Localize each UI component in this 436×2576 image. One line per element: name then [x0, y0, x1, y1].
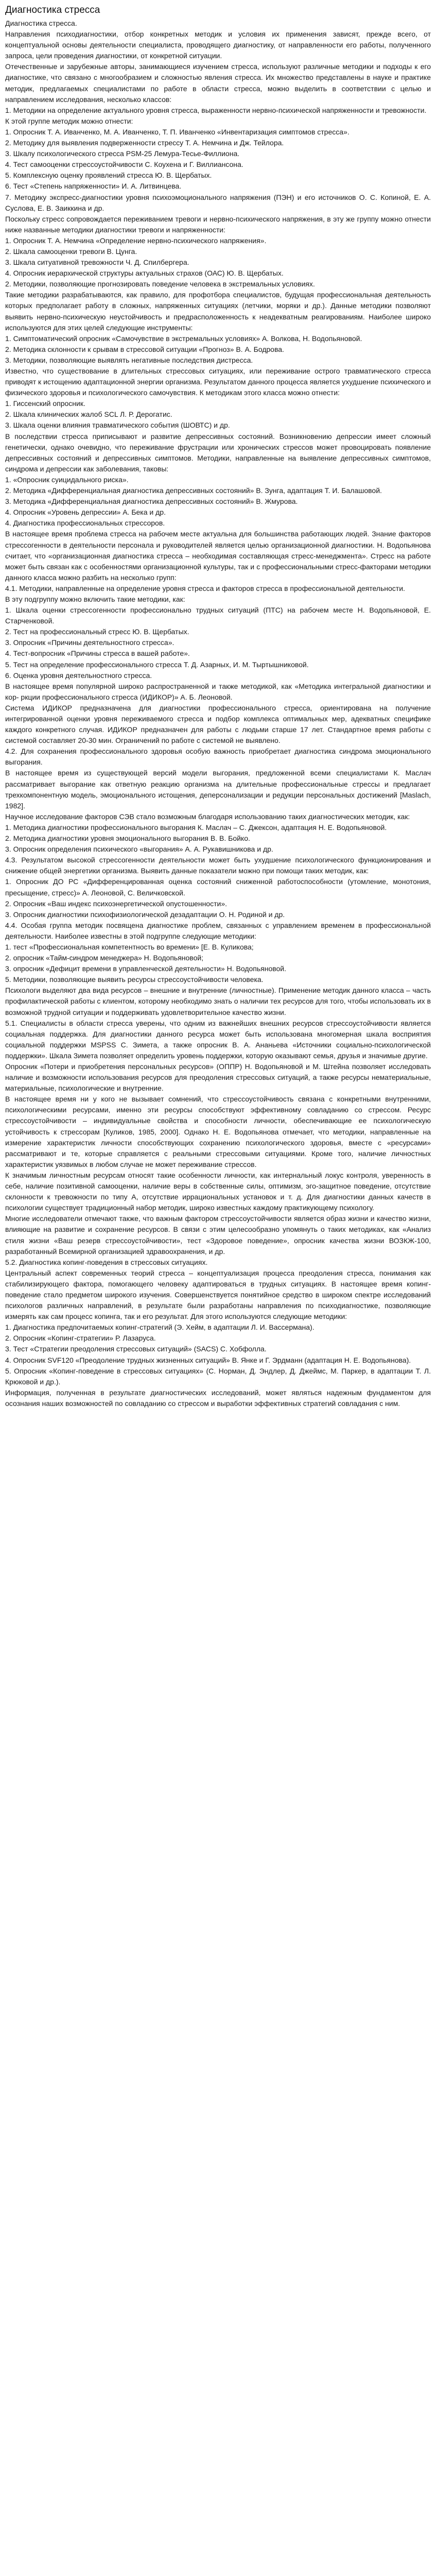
paragraph: Система ИДИКОР предназначена для диагностики профессионального стресса, ориентирована на получение интегрированной оценки уровня переживаемого стресса и подбор комплекса оптимальных мер, адекватных специфике каждого конкретного случая. ИДИКОР предназначен для работы с людьми старше 17 лет. Стандартное время работы с системой составляет 20-30 мин. Ограничений по работе с системой не выявлено.: [5, 703, 431, 745]
paragraph: 4. Тест-вопросник «Причины стресса в вашей работе».: [5, 649, 190, 658]
paragraph: 1. Симптоматический опросник «Самочувствие в экстремальных условиях» А. Волкова, Н. Водопьяновой.: [5, 334, 362, 343]
paragraph: 3. Шкала ситуативной тревожности Ч. Д. Спилбергера.: [5, 258, 189, 267]
paragraph: В настоящее время проблема стресса на рабочем месте актуальна для большинства работающих людей. Знание факторов стрессогенности в деятельности персонала и руководителей является целью организационной диагностики. Н. Водопьянова считает, что «организационная диагностика стресса – необходимая составляющая стресс-менеджмента». Стресс на работе может быть связан как с особенностями организационной культуры, так и с профессиональными стресс-факторами методики данного класса можно разбить на несколько групп:: [5, 530, 431, 582]
paragraph: 5.1. Специалисты в области стресса уверены, что одним из важнейших внешних ресурсов стрессоустойчивости является социальная поддержка. Для диагностики данного ресурса может быть использована многомерная шкала восприятия социальной поддержки MSPSS С. Зимета, а также опросник В. А. Ананьева «Источники социально-психологической поддержки». Шкала Зимета позволяет определить уровень поддержки, которую оказывают семья, друзья и значимые другие.: [5, 1019, 431, 1060]
paragraph: 4.2. Для сохранения профессионального здоровья особую важность приобретает диагностика синдрома эмоционального выгорания.: [5, 747, 431, 767]
paragraph: 2. Шкала самооценки тревоги В. Цунга.: [5, 247, 137, 256]
paragraph: В настоящее время популярной широко распространенной и также методикой, как «Методика интегральной диагностики и кор- ркции профессионального стресса (ИДИКОР)» А. Б. Леоновой.: [5, 682, 431, 701]
paragraph: 3. Опросник определения психического «выгорания» А. А. Рукавишникова и др.: [5, 845, 273, 854]
paragraph: 5. Комплексную оценку проявлений стресса Ю. В. Щербатых.: [5, 171, 212, 180]
paragraph: Центральный аспект современных теорий стресса – концептуализация процесса преодоления стресса, понимания как стабилизирующего фактора, помогающего человеку адаптироваться в трудных ситуациях. В настоящее время копинг-поведение стало предметом широкого изучения. Совершенствуется понятийное средство в широком спектре исследований психологов различных направлений, в результате были разработаны направления по психодиагностике, позволяющие измерять как сам процесс копинга, так и его результат. Для этого используются следующие методики:: [5, 1268, 431, 1321]
paragraph: 2. Опросник «Копинг-стратегии» Р. Лазаруса.: [5, 1334, 156, 1343]
paragraph: 1. «Опросник суицидального риска».: [5, 475, 129, 484]
paragraph: 2. Тест на профессиональный стресс Ю. В. Щербатых.: [5, 628, 189, 636]
paragraph: Опросник «Потери и приобретения персональных ресурсов» (ОППР) Н. Водопьяновой и М. Штейна позволяет исследовать наличие и возможности использования ресурсов для преодоления стрессовых ситуаций, а также ресурсы нематериальные, материальные, психологические и внутренние.: [5, 1062, 431, 1093]
paragraph: Такие методики разрабатываются, как правило, для профотбора специалистов, будущая профессиональная деятельность которых предполагает работу в сложных, напряженных ситуациях (летчики, моряки и др.). Данные методики позволяют выявить нервно-психическую неустойчивость и предрасположенность к неадекватным реагированиям. Наиболее широко используются для этих целей следующие инструменты:: [5, 291, 431, 332]
paragraph: 3. Методика «Дифференциальная диагностика депрессивных состояний» В. Жмурова.: [5, 497, 298, 506]
paragraph: Многие исследователи отмечают также, что важным фактором стрессоустойчивости является образ жизни и качество жизни, влияющие на развитие и сохранение ресурсов. В связи с этим целесообразно упомянуть о таких методиках, как «Анализ стиля жизни «Ваш резерв стрессоустойчивости», тест «Здоровое поведение», опросник качества жизни ВОЗКЖ-100, разработанный Всемирной организацией здравоохранения, и др.: [5, 1214, 431, 1256]
paragraph: 3. Опросник «Причины деятельностного стресса».: [5, 638, 175, 647]
paragraph: 2. Методика диагностики уровня эмоционального выгорания В. В. Бойко.: [5, 834, 250, 843]
paragraph: 4. Тест самооценки стрессоустойчивости С. Коухена и Г. Виллиансона.: [5, 160, 243, 169]
paragraph: 4.1. Методики, направленные на определение уровня стресса и факторов стресса в профессиональной деятельности.: [5, 584, 405, 592]
page-title: Диагностика стресса: [5, 5, 100, 15]
paragraph: Научное исследование факторов СЭВ стало возможным благодаря использованию таких диагностических методик, как:: [5, 812, 410, 821]
paragraph: 3. опросник «Дефицит времени в управленческой деятельности» Н. Водопьяновой.: [5, 964, 287, 973]
paragraph: В настоящее время из существующей версий модели выгорания, предложенной всеми специалистами К. Маслач рассматривает выгорание как ответную реакцию организма на длительные профессиональные стрессы и предлагает трехкомпонентную модель, эмоционального истощения, деперсонализации и редукции персональных достижений [Maslach, 1982].: [5, 769, 431, 810]
paragraph: В последствии стресса приписывают и развитие депрессивных состояний. Возникновению депрессии имеет сложный генетически, однако очевидно, что переживание фрустрации или хронических стрессов может провоцировать появление депрессивных состояний и депрессивных симптомов. Методики, направленные на выявление депрессивных симптомов, синдрома и депрессии как заболевания, таковы:: [5, 432, 431, 473]
paragraph: 2. Методику для выявления подверженности стрессу Т. А. Немчина и Дж. Тейлора.: [5, 139, 284, 147]
paragraph: 4. Опросник SVF120 «Преодоление трудных жизненных ситуаций» В. Янке и Г. Эрдманн (адаптация Н. Е. Водопьянова).: [5, 1355, 411, 1364]
paragraph: 7. Методику экспресс-диагностики уровня психоэмоционального напряжения (ПЭН) и его источников О. С. Копиной, Е. А. Суслова, Е. В. Заиккина и др.: [5, 193, 431, 212]
paragraph: К этой группе методик можно отнести:: [5, 116, 133, 125]
paragraph: 2. Методика «Дифференциальная диагностика депрессивных состояний» В. Зунга, адаптация Т. И. Балашовой.: [5, 486, 382, 495]
paragraph: 1. Шкала оценки стрессогенности профессионально трудных ситуаций (ПТС) на рабочем месте Н. Водопьяновой, Е. Старченковой.: [5, 606, 431, 625]
paragraph: 1. тест «Профессиональная компетентность во времени» [Е. В. Куликова;: [5, 942, 254, 951]
paragraph: 5. Опросник «Копинг-поведение в стрессовых ситуациях» (С. Норман, Д. Эндлер, Д. Джеймс, М. Паркер, в адаптации Т. Л. Крюковой и др.).: [5, 1366, 431, 1386]
paragraph: 2. Шкала клинических жалоб SCL Л. Р. Дерогатис.: [5, 410, 172, 419]
paragraph: 2. опросник «Тайм-синдром менеджера» Н. Водопьяновой;: [5, 954, 204, 962]
paragraph: 1. Опросник Т. А. Иванченко, М. А. Иванченко, Т. П. Иванченко «Инвентаризация симптомов стресса».: [5, 127, 350, 136]
paragraph: 4.4. Особая группа методик посвящена диагностике проблем, связанных с управлением временем в профессиональной деятельности. Наиболее известны в этой подгруппе следующие методики:: [5, 921, 431, 940]
paragraph: Диагностика стресса.: [5, 19, 77, 27]
paragraph: 1. Диагностика предпочитаемых копинг-стратегий (Э. Хейм, в адаптации Л. И. Вассермана).: [5, 1323, 315, 1332]
paragraph: 4. Диагностика профессиональных стрессоров.: [5, 519, 165, 528]
paragraph: 3. Тест «Стратегии преодоления стрессовых ситуаций» (SACS) С. Хобфолла.: [5, 1345, 267, 1353]
paragraph: 1. Опросник ДО РС «Дифференцированная оценка состояний сниженной работоспособности (утомление, монотония, пресыщение, стресс)» А. Леоновой, С. Величковской.: [5, 877, 431, 897]
paragraph: В настоящее время ни у кого не вызывает сомнений, что стрессоустойчивость связана с конкретными внутренними, психологическими ресурсами, именно эти ресурсы способствуют эффективному совладанию со стрессом. Ресурс стрессоустойчивости – индивидуальные свойства и способности личности, обеспечивающие ее психологическую устойчивость к стрессорам [Куликов, 1985, 2000]. Однако Н. Е. Водопьянова отмечает, что методики, направленные на измерение характеристик личности способствующих сохранению психологического здоровья, вместе с «ресурсами» рассматривают и те, которые справляется с реальными стрессовыми ситуациями. Кроме того, наличие личностных характеристик уязвимых в любом случае не может переживание стрессов.: [5, 1095, 431, 1168]
paragraph: 5. Методики, позволяющие выявить ресурсы стрессоустойчивости человека.: [5, 975, 264, 984]
paragraph: Отечественные и зарубежные авторы, занимающиеся изучением стресса, используют различные методики и подходы к его диагностике, что связано с многообразием и сложностью явления стресса. Их множество представлены в науке и практике методик, предлагаемых специалистами по работе в области стресса, можно выделить в соответствии с целью и направлением исследования, несколько классов:: [5, 62, 431, 104]
paragraph: Известно, что существование в длительных стрессовых ситуациях, или переживание острого травматического стресса приводят к истощению адаптационной энергии организма. Результатом данного процесса является ухудшение психического и физического здоровья и психологического самочувствия. К методикам этого класса можно отнести:: [5, 367, 431, 397]
paragraph: 6. Оценка уровня деятельностного стресса.: [5, 671, 152, 680]
paragraph: 4. Опросник иерархической структуры актуальных страхов (ОАС) Ю. В. Щербатых.: [5, 269, 284, 278]
paragraph: 4. Опросник «Уровень депрессии» А. Бека и др.: [5, 508, 166, 517]
paragraph: 2. Опросник «Ваш индекс психоэнергетической опустошенности».: [5, 899, 227, 908]
paragraph: 3. Шкала оценки влияния травматического события (ШОВТС) и др.: [5, 421, 230, 430]
paragraph: 5. Тест на определение профессионального стресса Т. Д. Азарных, И. М. Тыртышниковой.: [5, 660, 309, 669]
paragraph: В эту подгруппу можно включить такие методики, как:: [5, 595, 185, 603]
paragraph: Поскольку стресс сопровождается переживанием тревоги и нервно-психического напряжения, в эту же группу можно отнести ниже названные методики диагностики тревоги и напряженности:: [5, 214, 431, 234]
paragraph: Психологи выделяют два вида ресурсов – внешние и внутренние (личностные). Применение методик данного класса – часть профилактической работы с клиентом, которому необходимо знать о наличии тех ресурсов для того, чтобы использовать их в возможной трудной ситуации и поддерживать удовлетворительное качество жизни.: [5, 986, 431, 1016]
paragraph: 2. Методика склонности к срывам в стрессовой ситуации «Прогноз» В. А. Бодрова.: [5, 345, 284, 353]
paragraph: 3. Методики, позволяющие выявлять негативные последствия дистресса.: [5, 355, 253, 364]
paragraph: 1. Опросник Т. А. Немчина «Определение нервно-психического напряжения».: [5, 236, 267, 245]
paragraph: Направления психодиагностики, отбор конкретных методик и условия их применения зависят, прежде всего, от концептуальной основы деятельности специалиста, проводящего диагностику, от направленности его работы, полученного запроса, цели проведения диагностики, от конкретной ситуации.: [5, 30, 431, 60]
document-body: [5, 18, 431, 1409]
paragraph: 1. Методика диагностики профессионального выгорания К. Маслач – С. Джексон, адаптация Н. Е. Водопьяновой.: [5, 823, 387, 832]
paragraph: Информация, полученная в результате диагностических исследований, может являться надежным фундаментом для осознания наших возможностей по совладанию со стрессом и выработки эффективных стратегий совладания с ним.: [5, 1388, 431, 1408]
paragraph: 6. Тест «Степень напряженности» И. А. Литвинцева.: [5, 182, 182, 191]
paragraph: К значимым личностным ресурсам относят такие особенности личности, как интернальный локус контроля, уверенность в себе, наличие позитивной самооценки, наличие веры в собственные силы, оптимизм, эго-защитное поведение, отсутствие склонности к тревожности по типу А, отсутствие иррациональных установок и т. д. Для диагностики данных качеств в психологии существует традиционный набор методик, широко известных каждому практикующему психологу.: [5, 1171, 431, 1212]
paragraph: 1. Методики на определение актуального уровня стресса, выраженности нервно-психической напряженности и тревожности.: [5, 106, 427, 114]
paragraph: 1. Гиссенский опросник.: [5, 399, 85, 408]
paragraph: 4.3. Результатом высокой стрессогенности деятельности может быть ухудшение психологического функционирования и снижение общей энергетики организма. Выявить данные показатели можно при помощи таких методик, как:: [5, 856, 431, 875]
paragraph: 3. Шкалу психологического стресса PSM-25 Лемура-Тесье-Филлиона.: [5, 149, 240, 158]
paragraph: 2. Методики, позволяющие прогнозировать поведение человека в экстремальных условиях.: [5, 280, 315, 289]
paragraph: 5.2. Диагностика копинг-поведения в стрессовых ситуациях.: [5, 1258, 208, 1266]
paragraph: 3. Опросник диагностики психофизиологической дезадаптации О. Н. Родиной и др.: [5, 910, 285, 919]
